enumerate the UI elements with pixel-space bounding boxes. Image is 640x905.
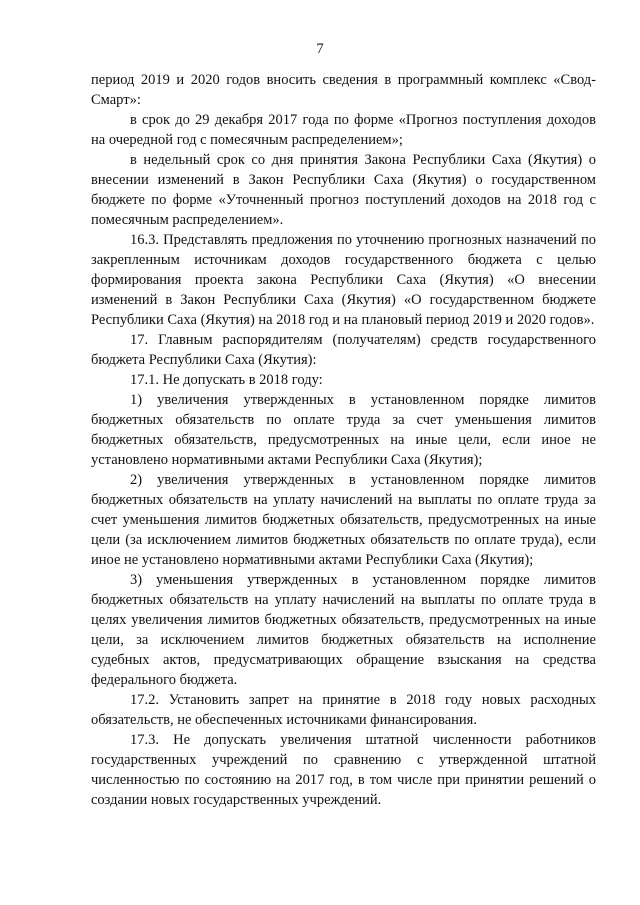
list-item-1: 1) увеличения утвержденных в установленном порядке лимитов бюджетных обязательств по оплате труда за счет уменьшения лимитов бюджетных обязательств, предусмотренных на иные цели, если иное не установлено нормативными актами Республики Саха (Якутия); <box>91 392 596 468</box>
page-number: 7 <box>316 41 324 57</box>
paragraph-weekly-deadline: в недельный срок со дня принятия Закона Республики Саха (Якутия) о внесении изменений в Закон Республики Саха (Якутия) о государственном бюджете по форме «Уточненный прогноз поступлений доходов на 2018 год с помесячным распределением». <box>91 152 596 228</box>
paragraph-17-2: 17.2. Установить запрет на принятие в 2018 году новых расходных обязательств, не обеспеченных источниками финансирования. <box>91 692 596 728</box>
document-body <box>91 70 596 810</box>
paragraph-deadline-december: в срок до 29 декабря 2017 года по форме «Прогноз поступления доходов на очередной год с помесячным распределением»; <box>91 112 596 148</box>
paragraph-continuation: период 2019 и 2020 годов вносить сведения в программный комплекс «Свод-Смарт»: <box>91 72 596 108</box>
paragraph-16-3: 16.3. Представлять предложения по уточнению прогнозных назначений по закрепленным источникам доходов государственного бюджета с целью формирования проекта закона Республики Саха (Якутия) «О внесении изменений в Закон Республики Саха (Якутия) «О государственном бюджете Республики Саха (Якутия) на 2018 год и на плановый период 2019 и 2020 годов». <box>91 232 596 328</box>
list-item-3: 3) уменьшения утвержденных в установленном порядке лимитов бюджетных обязательств на уплату начислений на выплаты по оплате труда в целях увеличения лимитов бюджетных обязательств, предусмотренных на иные цели, за исключением лимитов бюджетных обязательств на исполнение судебных актов, предусматривающих обращение взыскания на средства федерального бюджета. <box>91 572 596 688</box>
paragraph-17: 17. Главным распорядителям (получателям) средств государственного бюджета Республики Саха (Якутия): <box>91 332 596 368</box>
list-item-2: 2) увеличения утвержденных в установленном порядке лимитов бюджетных обязательств на уплату начислений на выплаты по оплате труда за счет уменьшения лимитов бюджетных обязательств, предусмотренных на иные цели (за исключением лимитов бюджетных обязательств по оплате труда), если иное не установлено нормативными актами Республики Саха (Якутия); <box>91 472 596 568</box>
paragraph-17-1: 17.1. Не допускать в 2018 году: <box>130 372 323 388</box>
paragraph-17-3: 17.3. Не допускать увеличения штатной численности работников государственных учреждений по сравнению с утвержденной штатной численностью по состоянию на 2017 год, в том числе при принятии решений о создании новых государственных учреждений. <box>91 732 596 808</box>
